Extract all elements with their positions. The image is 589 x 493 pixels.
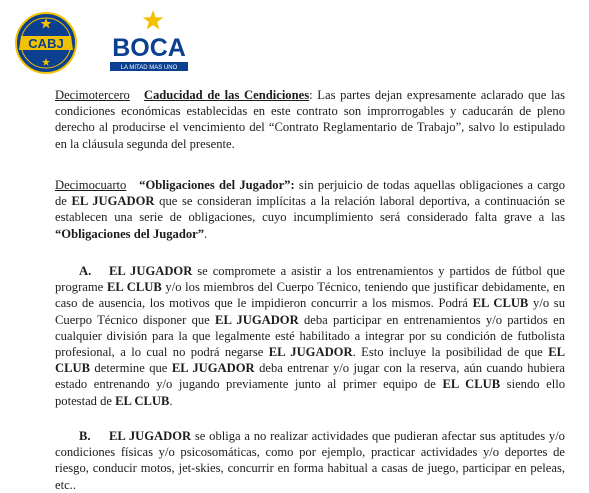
- party-club: EL CLUB: [442, 377, 501, 392]
- item-body-part: deba entrenar y/o jugar con la reserva, aún cuando hubiera estado entrenando y/o jugando previamente junto al primer equipo de: [55, 361, 565, 392]
- clause-body-part: .: [204, 226, 208, 241]
- item-body-part: . Esto incluye la posibilidad de que: [352, 345, 549, 360]
- party-club: EL CLUB: [106, 280, 162, 295]
- clause-title-ref: “Obligaciones del Jugador”: [55, 226, 205, 241]
- item-body-part: y/o los miembros del Cuerpo Técnico, teniendo que justificar debidamente, en caso de ausencia, los motivos que le impidieron concurrir a los mismos. Podrá: [55, 280, 565, 311]
- gold-star-icon: [143, 10, 164, 30]
- boca-wordmark-logo: [104, 8, 194, 78]
- item-body-part: siendo ello potestad de: [55, 377, 566, 408]
- item-body-part: determine que: [90, 361, 172, 376]
- party-club: EL CLUB: [115, 393, 170, 408]
- item-body-part: se compromete a asistir a los entrenamientos y partidos de fútbol que programe: [55, 264, 565, 295]
- clause-decimocuarto: [55, 177, 565, 242]
- crest-text: CABJ: [28, 36, 64, 51]
- party-jugador: EL JUGADOR: [109, 429, 192, 443]
- tagline-text: LA MITAD MAS UNO: [120, 65, 178, 71]
- item-body-part: deba participar en entrenamientos y/o partidos en cualquier división para la que legalmente esté habilitado a integrar por su condición de futbolista profesional, a lo cual no podrá negarse: [55, 312, 565, 360]
- item-body: se obliga a no realizar actividades que pudieran afectar sus aptitudes y/o condiciones físicas y/o psicosomáticas, como por ejemplo, practicar actividades y/o deportes de riesgo, conducir motos, jet-skies, concurrir en forma habitual a casas de juego, participar en peleas, etc..: [55, 429, 565, 492]
- clause-title: Caducidad de las Cendiciones: [143, 88, 310, 102]
- obligation-item-a: [55, 263, 565, 409]
- party-jugador: EL JUGADOR: [215, 312, 299, 327]
- boca-crest-logo: [15, 12, 77, 74]
- party-jugador: EL JUGADOR: [171, 361, 255, 376]
- obligation-item-b: [55, 428, 565, 493]
- party-jugador: EL JUGADOR: [71, 194, 155, 209]
- clause-heading: Decimotercero: [55, 88, 130, 102]
- party-club: EL CLUB: [55, 345, 565, 376]
- item-body-part: y/o su Cuerpo Técnico disponer que: [55, 296, 565, 327]
- clause-body: : Las partes dejan expresamente aclarado que las condiciones económicas establecidas en este contrato son improrrogables y caducarán de pleno derecho al producirse el vencimiento del “Contrato Reglamentario de Trabajo”, salvo lo estipulado en la cláusula segunda del presente.: [55, 88, 565, 151]
- clause-title: “Obligaciones del Jugador”:: [139, 178, 295, 192]
- item-body-part: .: [169, 393, 173, 408]
- item-label: B.: [79, 429, 91, 443]
- clause-heading: Decimocuarto: [55, 178, 127, 192]
- wordmark-text: BOCA: [112, 34, 186, 62]
- party-jugador: EL JUGADOR: [268, 345, 353, 360]
- clause-body-part: sin perjuicio de todas aquellas obligaciones a cargo de: [55, 178, 566, 209]
- party-club: EL CLUB: [472, 296, 529, 311]
- party-jugador: EL JUGADOR: [109, 264, 193, 278]
- clause-decimotercero: [55, 87, 565, 152]
- clause-body-part: que se consideran implícitas a la relación laboral deportiva, a continuación se establecen una serie de obligaciones, cuyo incumplimiento será considerado falta grave a las: [55, 194, 565, 225]
- item-label: A.: [79, 264, 92, 278]
